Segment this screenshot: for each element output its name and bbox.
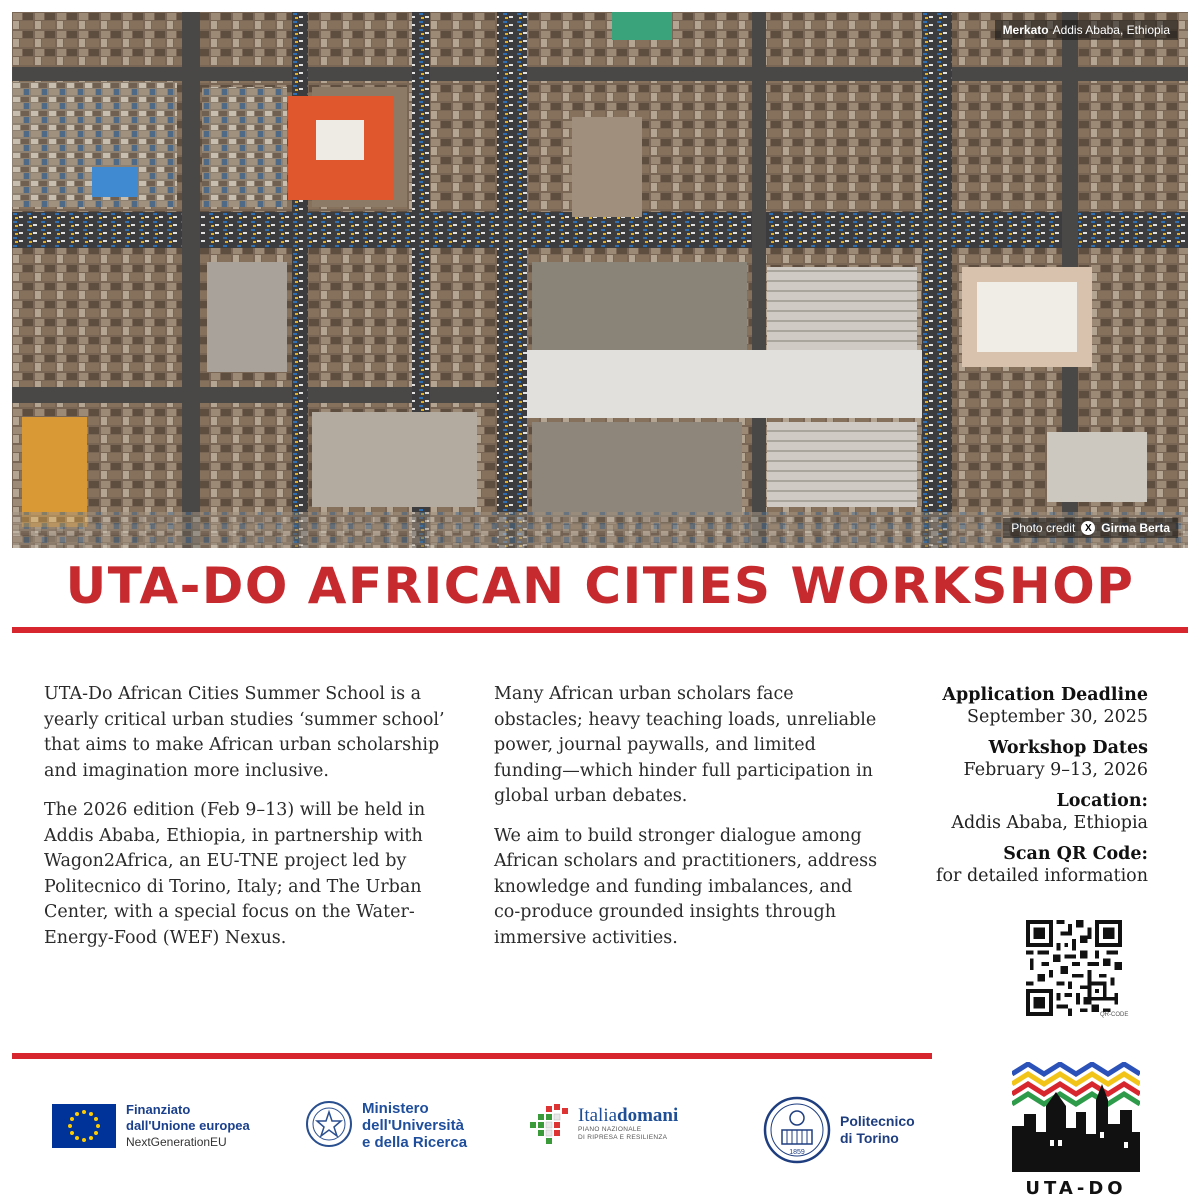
mission-paragraph-1: Many African urban scholars face obstacles; heavy teaching loads, unreliable power, journal paywalls, and limited funding—which hinder full participation in global urban debates.	[494, 684, 877, 806]
location-label: Location:	[1056, 791, 1148, 811]
eu-funding-logo: Finanziato dall'Unione europea NextGenerationEU	[52, 1102, 250, 1150]
eu-flag-icon	[52, 1104, 116, 1148]
hero-aerial-photo	[12, 12, 1188, 548]
mission-column	[494, 682, 884, 965]
qr-generator-credit: QR-CODE	[1100, 1012, 1129, 1018]
intro-paragraph-1: UTA-Do African Cities Summer School is a yearly critical urban studies ‘summer school’ that aims to make African urban scholarship and imagination more inclusive.	[44, 684, 445, 781]
x-logo-icon: X	[1081, 521, 1095, 535]
deadline-value: September 30, 2025	[967, 707, 1148, 727]
ministry-logo: Ministero dell'Università e della Ricerca	[304, 1098, 467, 1152]
polito-seal-year: 1859	[789, 1149, 805, 1156]
mission-paragraph-2: We aim to build stronger dialogue among African scholars and practitioners, address knowledge and funding imbalances, and co-produce grounded insights through immersive activities.	[494, 825, 878, 948]
politecnico-logo: 1859 Politecnico di Torino	[762, 1092, 915, 1168]
photo-credit-caption: Photo credit X Girma Berta	[1003, 518, 1178, 538]
red-divider-bottom	[12, 1053, 932, 1059]
intro-column	[44, 682, 464, 965]
key-info-panel	[898, 684, 1148, 896]
qr-label: Scan QR Code:	[1003, 844, 1148, 864]
uta-do-skyline-icon	[1012, 1062, 1140, 1172]
uta-do-logo	[1012, 1062, 1140, 1199]
photo-location-caption: Merkato Addis Ababa, Ethiopia	[995, 20, 1178, 40]
dates-label: Workshop Dates	[988, 738, 1148, 758]
italiadomani-pixel-icon	[528, 1104, 572, 1144]
aerial-city-illustration	[12, 12, 1188, 548]
italian-emblem-icon	[304, 1098, 354, 1152]
politecnico-seal-icon	[762, 1092, 832, 1168]
qr-code-icon[interactable]	[1026, 920, 1122, 1016]
intro-paragraph-2: The 2026 edition (Feb 9–13) will be held in Addis Ababa, Ethiopia, in partnership with Wagon2Africa, an EU-TNE project led by Politecnico di Torino, Italy; and The Urban Center, with a special focus on the Water-Energy-Food (WEF) Nexus.	[44, 800, 426, 948]
location-value: Addis Ababa, Ethiopia	[951, 813, 1148, 833]
qr-value: for detailed information	[936, 866, 1148, 886]
uta-do-wordmark: UTA-DO	[1025, 1178, 1127, 1199]
deadline-label: Application Deadline	[942, 685, 1148, 705]
red-divider-top	[12, 627, 1188, 633]
workshop-title: UTA-DO AFRICAN CITIES WORKSHOP	[65, 557, 1135, 615]
dates-value: February 9–13, 2026	[963, 760, 1148, 780]
italiadomani-logo: Italiadomani PIANO NAZIONALE DI RIPRESA E RESILIENZA	[528, 1104, 678, 1144]
